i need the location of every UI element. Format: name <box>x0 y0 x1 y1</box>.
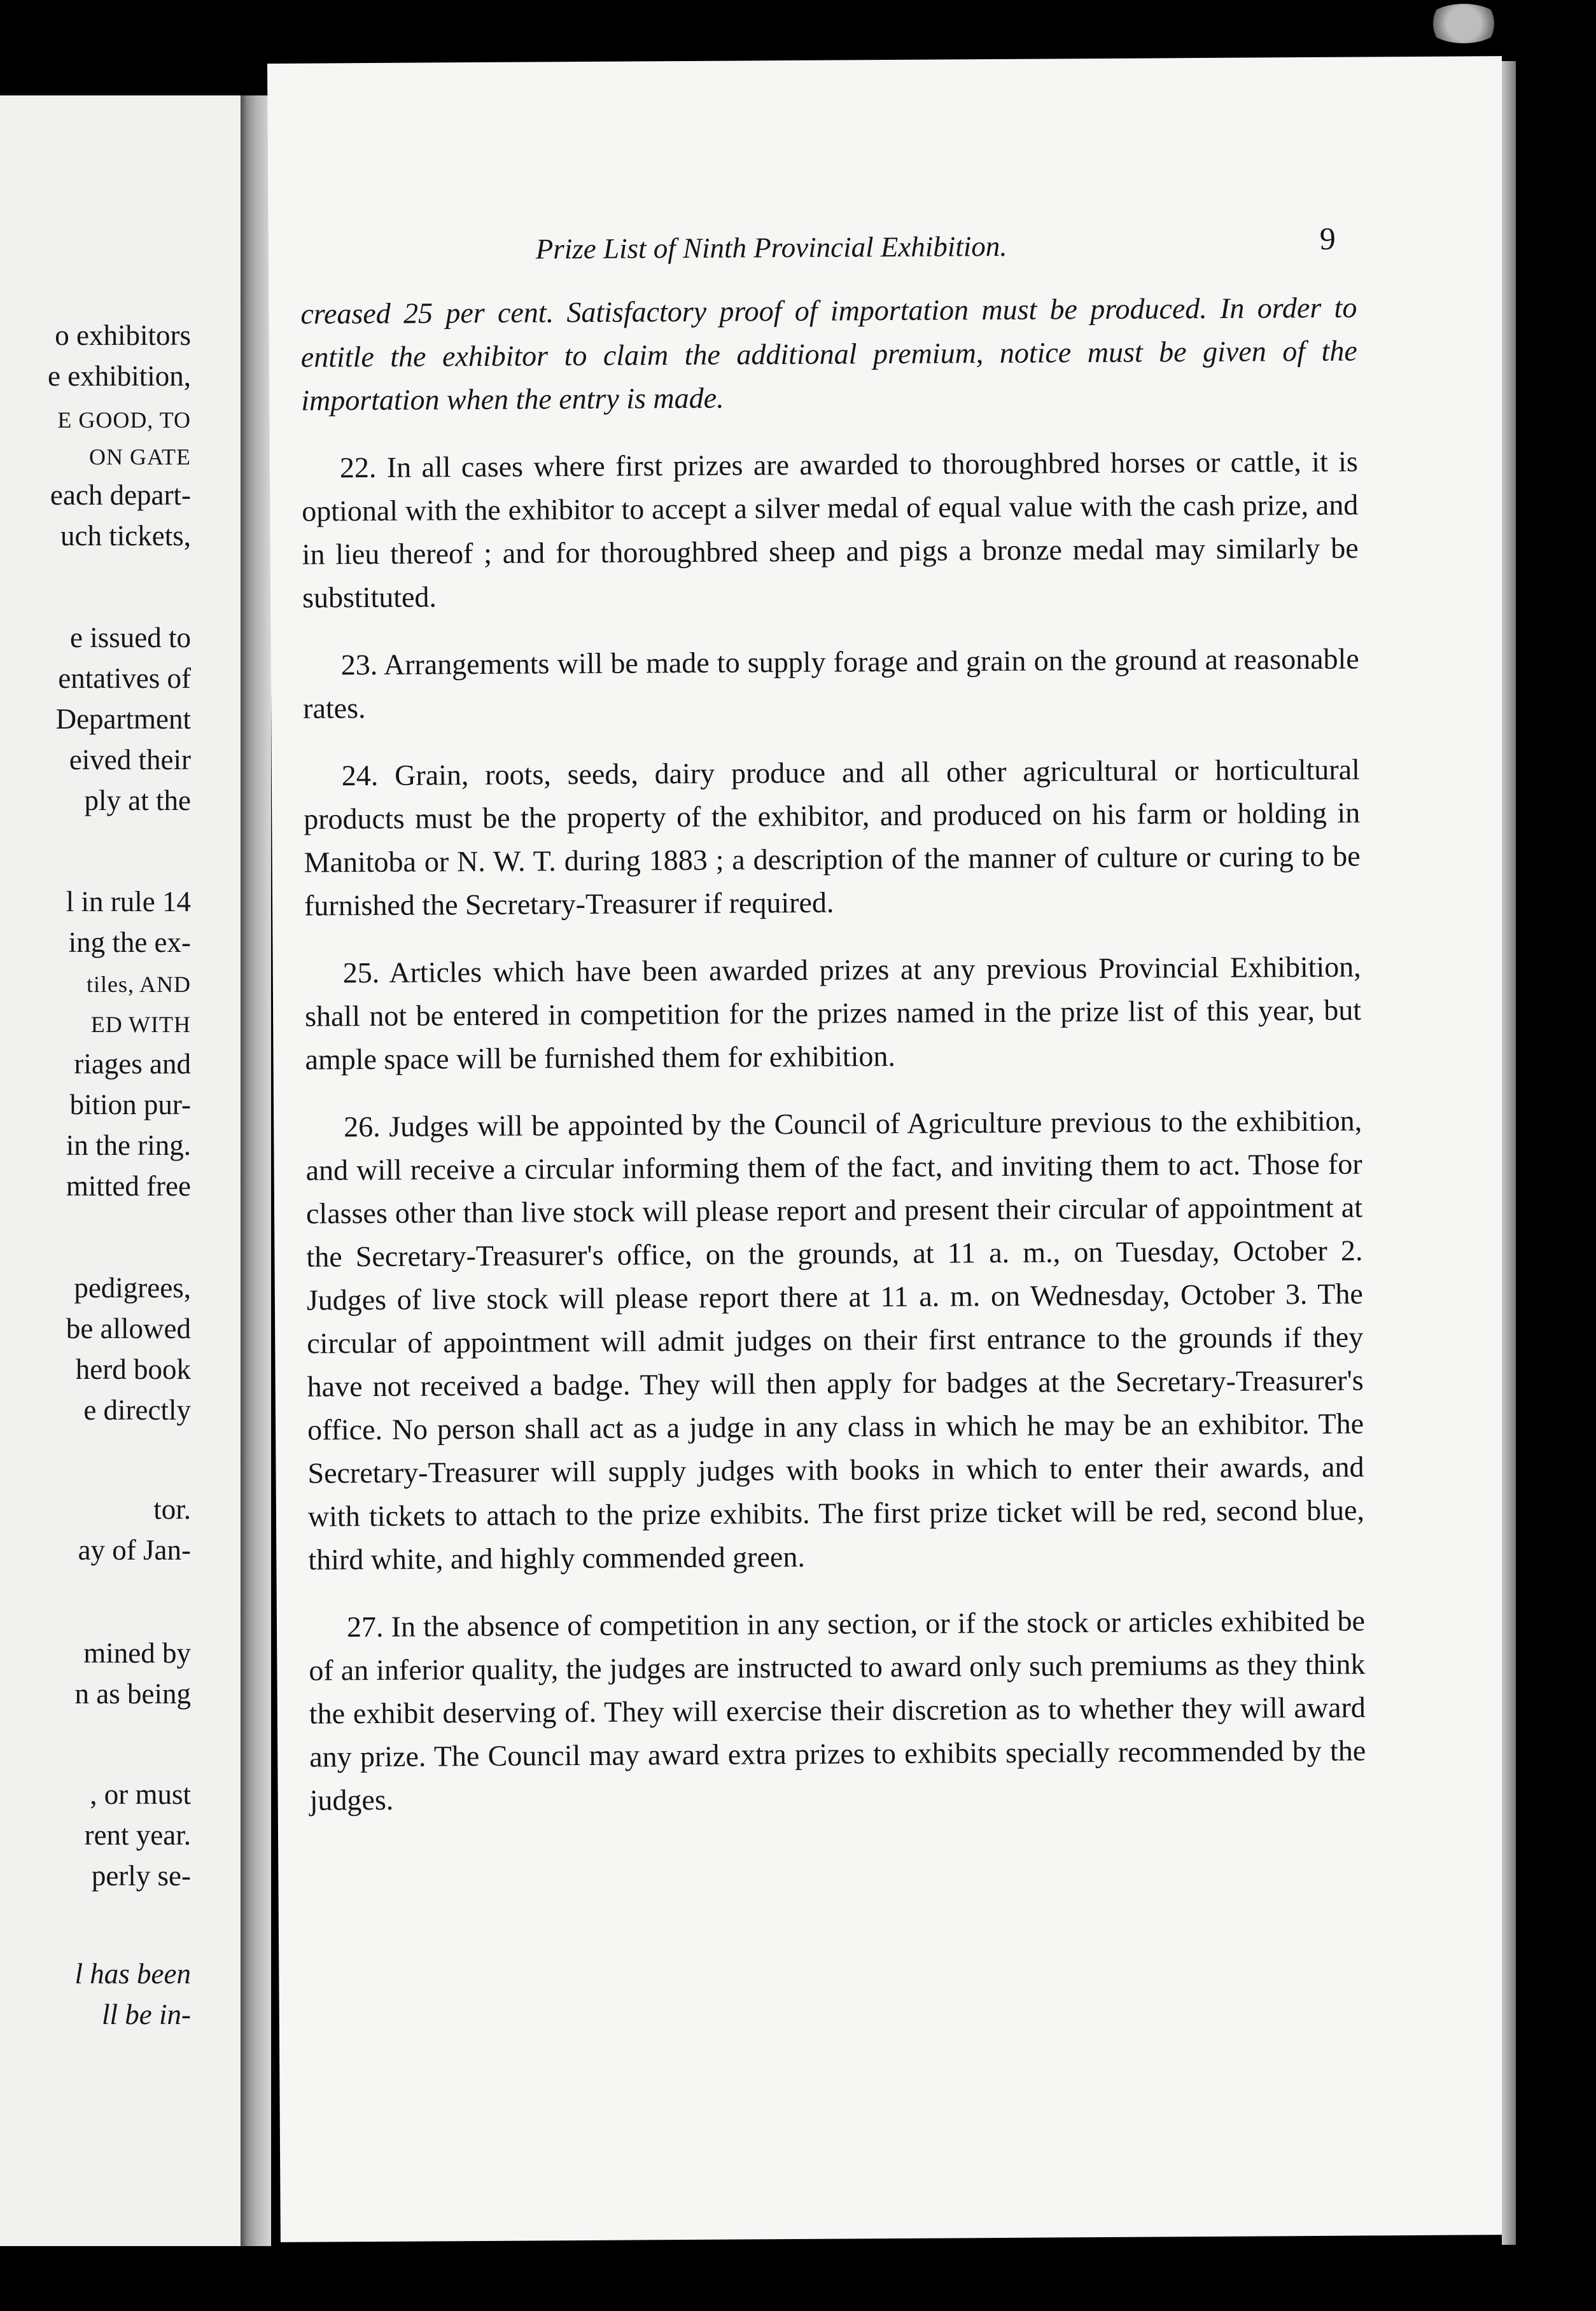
left-text-fragment: , or must <box>90 1778 191 1810</box>
left-text-fragment: ing the ex- <box>68 926 191 958</box>
left-text-fragment: ay of Jan- <box>78 1534 191 1566</box>
rule-text: Arrangements will be made to supply forage and grain on the ground at reasonable rates. <box>303 642 1359 725</box>
rule-24 <box>304 748 1361 928</box>
rule-23 <box>303 638 1360 730</box>
page-edge-shadow <box>1502 61 1516 2245</box>
left-text-fragment: mined by <box>83 1637 191 1669</box>
left-text-fragment: e exhibition, <box>48 360 191 392</box>
left-text-fragment: entatives of <box>58 662 191 694</box>
rule-27 <box>309 1600 1366 1822</box>
page-number: 9 <box>1319 220 1336 256</box>
rule-text: In the absence of competition in any section, or if the stock or articles exhibited be of an inferior quality, the judges are instructed to award only such premiums as they think the exhibit deserving of. They will exercise their discretion as to whether they will award any prize. The Council may award extra prizes to exhibits specially recommended by the judges. <box>309 1604 1366 1817</box>
running-head: Prize List of Ninth Provincial Exhibition. <box>535 230 1007 265</box>
left-text-fragment: be allowed <box>66 1313 191 1344</box>
left-text-fragment: herd book <box>75 1353 191 1385</box>
intro-continuation: creased 25 per cent. Satisfactory proof of importation must be produced. In order to entitle the exhibitor to claim the additional premium, notice must be given of the importation when the entry is made. <box>300 291 1357 417</box>
left-text-fragment: tor. <box>153 1493 191 1525</box>
left-text-fragment: rent year. <box>84 1819 191 1851</box>
left-text-fragment: Department <box>55 703 191 735</box>
left-text-fragment: e issued to <box>70 622 191 653</box>
left-text-fragment: o exhibitors <box>55 319 191 351</box>
left-text-fragment: ED WITH <box>90 1012 191 1037</box>
left-text-fragment: each depart- <box>50 479 191 511</box>
left-text-fragment: ply at the <box>84 785 191 816</box>
left-text-fragment: perly se- <box>91 1860 191 1892</box>
page-body <box>300 286 1366 1847</box>
left-text-fragment: ON GATE <box>89 444 191 470</box>
rule-text: In all cases where first prizes are awarded to thoroughbred horses or cattle, it is optional with the exhibitor to accept a silver medal of equal value with the cash prize, and in lieu thereof ; and for thoroughbred sheep and pigs a bronze medal may similarly be substituted. <box>302 445 1359 614</box>
left-text-fragment: l in rule 14 <box>66 886 191 918</box>
left-text-fragment: e directly <box>83 1394 191 1426</box>
rule-number: 27. <box>346 1610 384 1644</box>
left-text-fragment: uch tickets, <box>60 520 191 552</box>
rule-number: 22. <box>339 450 377 484</box>
left-text-fragment: eived their <box>69 744 191 776</box>
right-page <box>267 56 1515 2242</box>
left-text-fragment: mitted free <box>66 1170 191 1202</box>
rule-number: 24. <box>341 758 379 792</box>
rule-22 <box>302 440 1359 620</box>
book-gutter <box>241 95 271 2246</box>
rule-26 <box>305 1100 1365 1582</box>
rule-25 <box>305 946 1362 1082</box>
left-text-fragment: pedigrees, <box>74 1272 191 1304</box>
rule-number: 23. <box>340 648 378 681</box>
rule-number: 25. <box>342 956 380 989</box>
left-facing-page <box>0 95 241 2246</box>
left-text-fragment: in the ring. <box>66 1129 191 1161</box>
page-corner-speck <box>1425 4 1502 43</box>
left-text-fragment: riages and <box>74 1048 191 1080</box>
left-text-fragment: ll be in- <box>102 1999 191 2030</box>
rule-number: 26. <box>344 1110 381 1143</box>
left-text-fragment: n as being <box>74 1678 191 1710</box>
rule-text: Judges will be appointed by the Council of Agriculture previous to the exhibition, and will receive a circular informing them of the fact, and inviting them to act. Those for classes other than live stock will please report and present their circular of appointment at the Secretary-Treasurer's office, on the grounds, at 11 a. m., on Tuesday, October 2. Judges of live stock will please report there at 11 a. m. on Wednesday, October 3. The circular of appointment will admit judges on their first entrance to the grounds if they have not received a badge. They will then apply for badges at the Secretary-Treasurer's office. No person shall act as a judge in any class in which he may be an exhibitor. The Secretary-Treasurer will supply judges with books in which to enter their awards, and with tickets to attach to the prize exhibits. The first prize ticket will be red, second blue, third white, and highly commended green. <box>305 1104 1365 1576</box>
left-text-fragment: tiles, AND <box>86 972 191 997</box>
left-text-fragment: bition pur- <box>69 1089 191 1121</box>
rule-text: Grain, roots, seeds, dairy produce and all other agricultural or horticultural products must be the property of the exhibitor, and produced on his farm or holding in Manitoba or N. W. T. during 1883 ; a description of the manner of culture or curing to be furnished the Secretary-Treasurer if required. <box>304 753 1361 922</box>
left-text-fragment: l has been <box>74 1958 191 1990</box>
rule-text: Articles which have been awarded prizes at any previous Provincial Exhibition, shall not be entered in competition for the prizes named in the prize list of this year, but ample space will be furnished them for exhibition. <box>304 950 1362 1076</box>
left-text-fragment: E GOOD, TO <box>57 407 191 433</box>
